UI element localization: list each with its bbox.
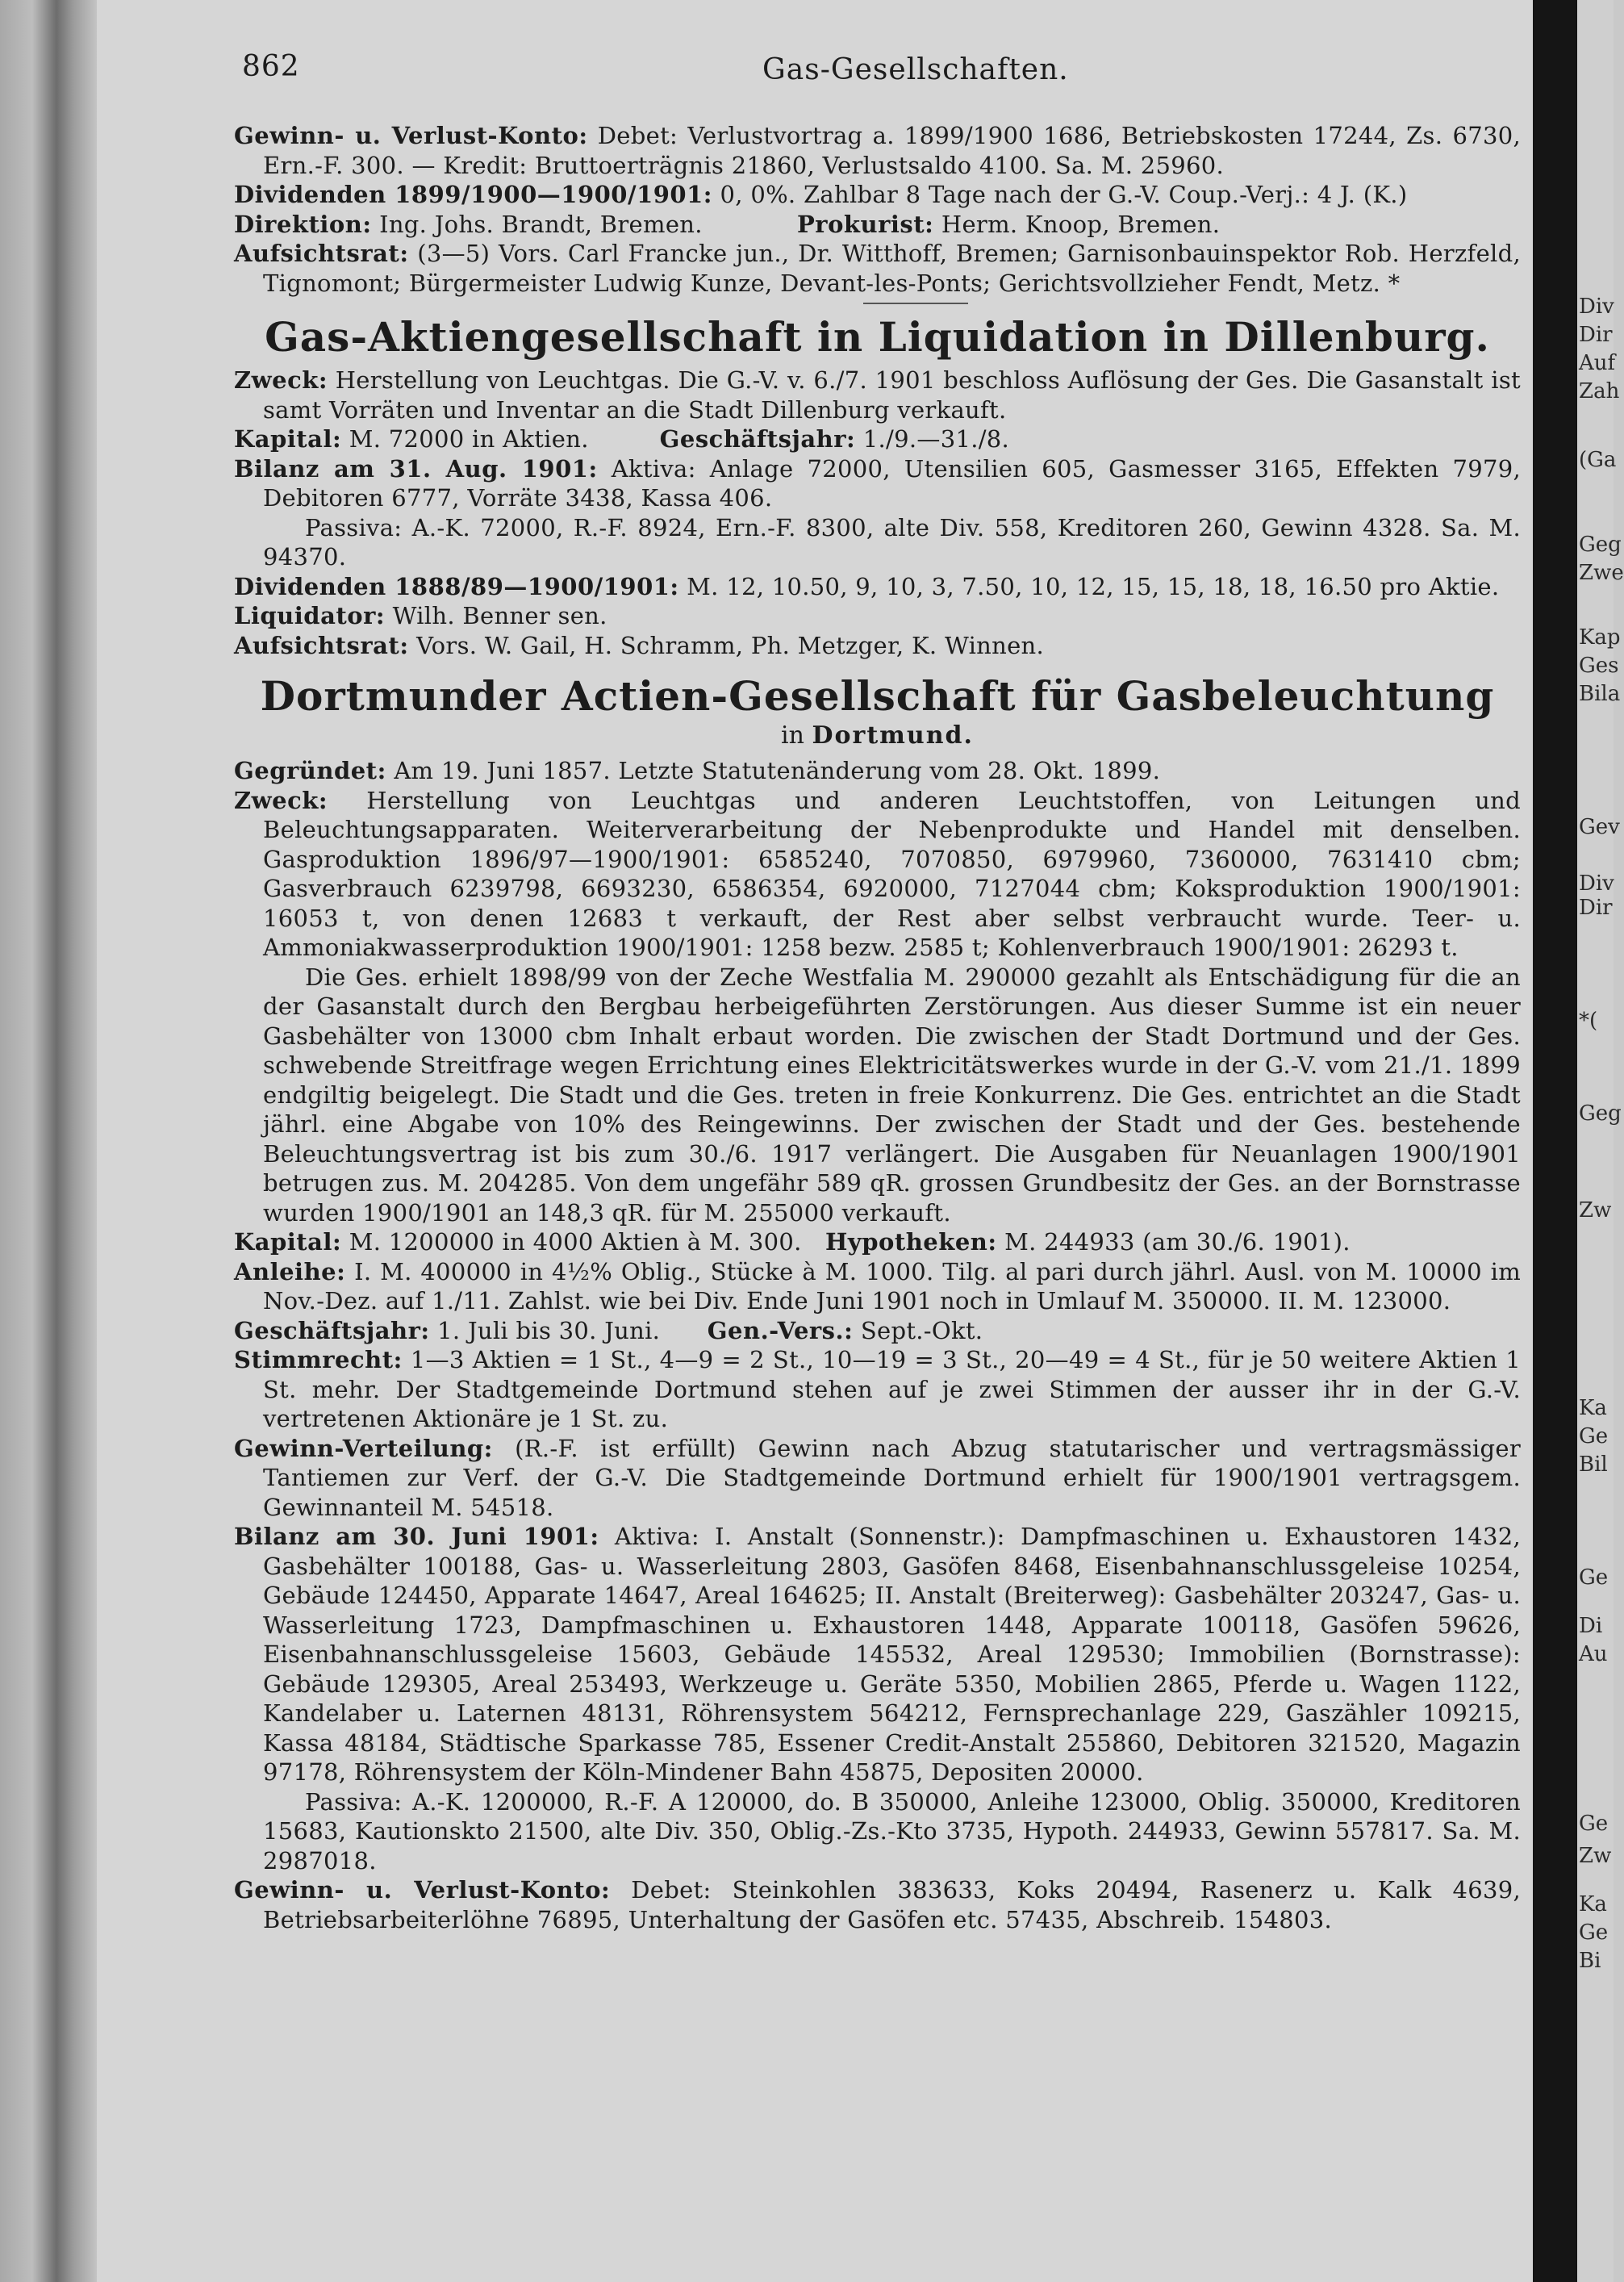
margin-fragment: Dir — [1579, 896, 1613, 920]
entry-profit-distribution: Gewinn-Verteilung: (R.-F. ist erfüllt) Gewinn nach Abzug statutarischer und vertragsmässiger Tantiemen zur Verf. der G.-V. Die Stadtgemeinde Dortmund erhielt für 1900/1901 vertragsgem. Gewinnanteil M. 54518. — [234, 1434, 1521, 1521]
margin-fragment: (Ga — [1579, 448, 1617, 472]
entry-balance: Bilanz am 30. Juni 1901: Aktiva: I. Anstalt (Sonnenstr.): Dampfmaschinen u. Exhaustoren 1432, Gasbehälter 100188, Gas- u. Wasserleitung 2803, Gasöfen 8468, Eisenbahnanschlussgeleise 10254, Gebäude 124450, Apparate 14647, Areal 164625; II. Anstalt (Breiterweg): Gasbehälter 203247, Gas- u. Wasserleitung 1723, Dampfmaschinen u. Exhaustoren 1448, Apparate 100118, Gasöfen 59626, Eisenbahnanschlussgeleise 15603, Gebäude 145532, Areal 129530; Immobilien (Bornstrasse): Gebäude 129305, Areal 253493, Werkzeuge u. Geräte 5350, Mobilien 2865, Pferde u. Wagen 1122, Kandelaber u. Laternen 48131, Röhrensystem 564212, Fernsprechanlage 229, Gaszähler 109215, Kassa 48184, Städtische Sparkasse 785, Essener Credit-Anstalt 255860, Debitoren 321520, Magazin 97178, Röhrensystem der Köln-Mindener Bahn 45875, Depositen 20000. — [234, 1523, 1521, 1786]
margin-fragment: Div — [1579, 295, 1614, 319]
page-edge-shadow — [1533, 0, 1577, 2282]
entry-dividends: Dividenden 1888/89—1900/1901: M. 12, 10.50, 9, 10, 3, 7.50, 10, 12, 15, 15, 18, 18, 16.50 pro Aktie. — [234, 572, 1500, 600]
entry-capital: Kapital: M. 72000 in Aktien. Geschäftsjahr: 1./9.—31./8. — [234, 425, 1010, 453]
margin-fragment: Au — [1579, 1642, 1608, 1666]
entry-liquidator: Liquidator: Wilh. Benner sen. — [234, 602, 607, 629]
page-number: 862 — [242, 50, 300, 83]
entry-supervisory-board: Aufsichtsrat: (3—5) Vors. Carl Francke jun., Dr. Witthoff, Bremen; Garnisonbauinspektor Rob. Herzfeld, Tignomont; Bürgermeister Ludwig Kunze, Devant-les-Ponts; Gerichtsvollzieher Fendt, Metz. * — [234, 240, 1521, 297]
entry-balance-passiva: Passiva: A.-K. 1200000, R.-F. A 120000, do. B 350000, Anleihe 123000, Oblig. 350000, Kreditoren 15683, Kautionskto 21500, alte Div. 350, Oblig.-Zs.-Kto 3735, Hypoth. 244933, Gewinn 557817. Sa. M. 2987018. — [263, 1787, 1521, 1875]
entry-supervisory-board: Aufsichtsrat: Vors. W. Gail, H. Schramm, Ph. Metzger, K. Winnen. — [234, 631, 1045, 659]
book-gutter — [0, 0, 97, 2282]
margin-fragment: *( — [1579, 1009, 1598, 1033]
adjacent-page-margin — [1577, 0, 1624, 2282]
entry-voting-rights: Stimmrecht: 1—3 Aktien = 1 St., 4—9 = 2 St., 10—19 = 3 St., 20—49 = 4 St., für je 50 weitere Aktien 1 St. mehr. Der Stadtgemeinde Dortmund stehen auf je zwei Stimmen der ausser ihr in der G.-V. vertretenen Aktionäre je 1 St. zu. — [234, 1346, 1521, 1432]
margin-fragment: Zwe — [1579, 561, 1624, 585]
margin-fragment: Ge — [1579, 1565, 1609, 1590]
entry-founded: Gegründet: Am 19. Juni 1857. Letzte Statutenänderung vom 28. Okt. 1899. — [234, 757, 1161, 784]
entry-purpose: Zweck: Herstellung von Leuchtgas. Die G.-V. v. 6./7. 1901 beschloss Auflösung der Ges. Die Gasanstalt ist samt Vorräten und Inventar an die Stadt Dillenburg verkauft. — [234, 366, 1521, 424]
entry-purpose: Zweck: Herstellung von Leuchtgas und anderen Leuchtstoffen, von Leitungen und Beleuchtungsapparaten. Weiterverarbeitung der Nebenprodukte und Handel mit denselben. Gasproduktion 1896/97—1900/1901: 6585240, 7070850, 6979960, 7360000, 7631410 cbm; Gasverbrauch 6239798, 6693230, 6586354, 6920000, 7127044 cbm; Koksproduktion 1900/1901: 16053 t, von denen 12683 t verkauft, der Rest aber selbst verbraucht wurde. Teer- u. Ammoniakwasserproduktion 1900/1901: 1258 bezw. 2585 t; Kohlenverbrauch 1900/1901: 26293 t. — [234, 786, 1521, 961]
entry-profit-loss: Gewinn- u. Verlust-Konto: Debet: Verlustvortrag a. 1899/1900 1686, Betriebskosten 17244, Zs. 6730, Ern.-F. 300. — Kredit: Bruttoerträgnis 21860, Verlustsaldo 4100. Sa. M. 25960. — [234, 122, 1521, 179]
margin-fragment: Kap — [1579, 625, 1621, 650]
page-body — [234, 121, 1521, 2267]
margin-fragment: Bila — [1579, 682, 1621, 706]
margin-fragment: Geg — [1579, 533, 1622, 557]
margin-fragment: Gev — [1579, 815, 1620, 839]
entry-loan: Anleihe: I. M. 400000 in 4½% Oblig., Stücke à M. 1000. Tilg. al pari durch jährl. Ausl. von M. 10000 im Nov.-Dez. auf 1./11. Zahlst. wie bei Div. Ende Juni 1901 noch in Umlauf M. 350000. II. M. 123000. — [234, 1257, 1521, 1314]
entry-balance-passiva: Passiva: A.-K. 72000, R.-F. 8924, Ern.-F. 8300, alte Div. 558, Kreditoren 260, Gewinn 4328. Sa. M. 94370. — [263, 513, 1521, 570]
margin-fragment: Ge — [1579, 1920, 1609, 1945]
entry-direction: Direktion: Ing. Johs. Brandt, Bremen. Prokurist: Herm. Knoop, Bremen. — [234, 210, 1221, 238]
company-location: in Dortmund. — [781, 721, 974, 750]
margin-fragment: Di — [1579, 1614, 1603, 1638]
margin-fragment: Bi — [1579, 1949, 1601, 1973]
margin-fragment: Ka — [1579, 1396, 1607, 1420]
margin-fragment: Ka — [1579, 1892, 1607, 1916]
entry-balance: Bilanz am 31. Aug. 1901: Aktiva: Anlage 72000, Utensilien 605, Gasmesser 3165, Effekten 7979, Debitoren 6777, Vorräte 3438, Kassa 406. — [234, 454, 1521, 512]
margin-fragment: Ge — [1579, 1812, 1609, 1836]
margin-fragment: Div — [1579, 871, 1614, 896]
margin-fragment: Geg — [1579, 1101, 1622, 1126]
entry-purpose-paragraph: Die Ges. erhielt 1898/99 von der Zeche Westfalia M. 290000 gezahlt als Entschädigung für die an der Gasanstalt durch den Bergbau herbeigeführten Zerstörungen. Aus dieser Summe ist ein neuer Gasbehälter von 13000 cbm Inhalt erbaut worden. Die zwischen der Stadt Dortmund und der Ges. schwebende Streitfrage wegen Errichtung eines Elektricitätswerkes wurde in der G.-V. vom 21./1. 1899 endgiltig beigelegt. Die Stadt und die Ges. treten in freie Konkurrenz. Die Ges. entrichtet an die Stadt jährl. eine Abgabe von 10% des Reingewinns. Der zwischen der Stadt und der Ges. bestehende Beleuchtungsvertrag ist bis zum 30./6. 1917 verlängert. Die Ausgaben für Neuanlagen 1900/1901 betrugen zus. M. 204285. Von dem ungefähr 589 qR. grossen Grundbesitz der Ges. an der Bornstrasse wurden 1900/1901 an 148,3 qR. für M. 255000 verkauft. — [263, 963, 1521, 1227]
margin-fragment: Dir — [1579, 323, 1613, 347]
entry-profit-loss: Gewinn- u. Verlust-Konto: Debet: Steinkohlen 383633, Koks 20494, Rasenerz u. Kalk 4639, Betriebsarbeiterlöhne 76895, Unterhaltung der Gasöfen etc. 57435, Abschreib. 154803. — [234, 1876, 1521, 1933]
company-title: Dortmunder Actien-Gesellschaft für Gasbeleuchtung — [260, 672, 1495, 720]
company-title: Gas-Aktiengesellschaft in Liquidation in Dillenburg. — [265, 313, 1490, 361]
entry-fiscal-year: Geschäftsjahr: 1. Juli bis 30. Juni. Gen.-Vers.: Sept.-Okt. — [234, 1316, 983, 1344]
running-head: Gas-Gesellschaften. — [762, 53, 1069, 86]
entry-capital: Kapital: M. 1200000 in 4000 Aktien à M. 300. Hypotheken: M. 244933 (am 30./6. 1901). — [234, 1228, 1351, 1256]
margin-fragment: Ge — [1579, 1424, 1609, 1448]
section-divider — [863, 303, 968, 304]
margin-fragment: Ges — [1579, 654, 1619, 678]
margin-fragment: Zw — [1579, 1198, 1612, 1222]
margin-fragment: Zah — [1579, 379, 1620, 403]
margin-fragment: Auf — [1579, 351, 1616, 375]
margin-fragment: Bil — [1579, 1452, 1608, 1477]
margin-fragment: Zw — [1579, 1844, 1612, 1868]
entry-dividends: Dividenden 1899/1900—1900/1901: 0, 0%. Zahlbar 8 Tage nach der G.-V. Coup.-Verj.: 4 J. (K.) — [234, 181, 1408, 208]
